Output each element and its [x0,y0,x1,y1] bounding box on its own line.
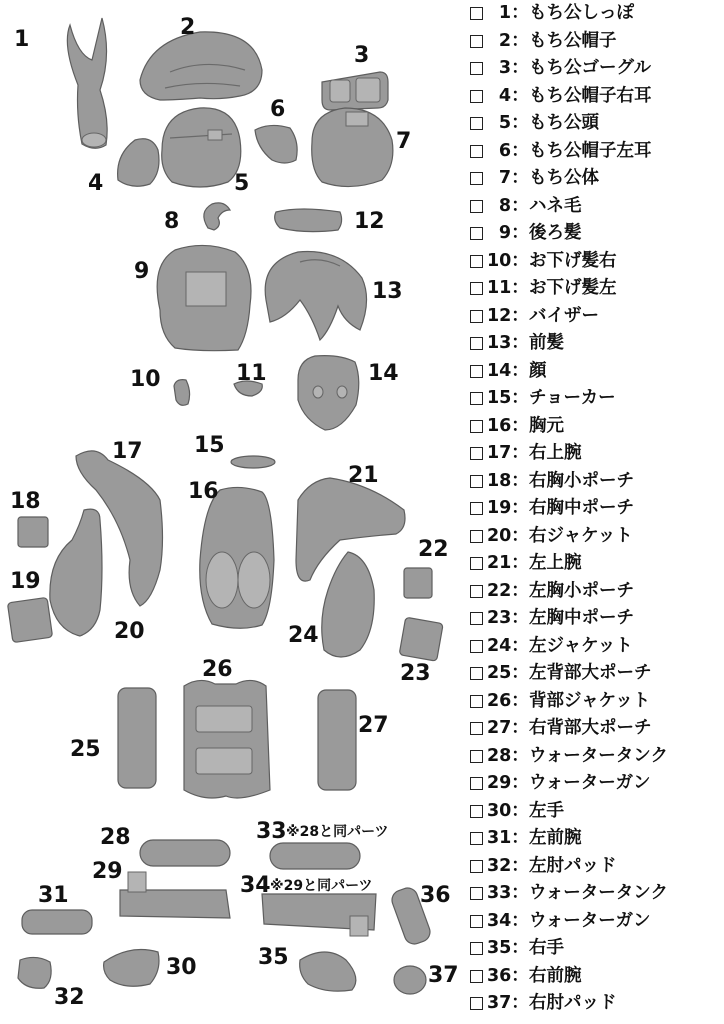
checkbox[interactable] [470,915,483,928]
part-number: 17 [487,443,512,463]
part-number: 22 [487,580,512,601]
callout-7: 7 [396,129,412,154]
part-number: 21 [487,553,512,573]
part-name: 前髪 [529,333,564,353]
checkbox[interactable] [470,667,483,680]
callout-20: 20 [114,619,145,644]
checkbox[interactable] [470,997,483,1010]
part-15-choker-shape [231,456,275,468]
callout-23: 23 [400,661,431,686]
checklist-item[interactable] [470,605,724,633]
callout-15: 15 [194,433,225,458]
part-26-back-jacket-shape [184,680,270,798]
part-number: 12 [487,305,512,326]
checkbox[interactable] [470,172,483,185]
part-2-hat-shape [140,32,262,100]
checklist-item[interactable] [470,303,724,331]
part-number: 4 [498,85,511,106]
part-name: 顔 [529,360,547,381]
part-number: 16 [487,415,512,436]
part-number: 9 [498,223,511,243]
part-name: バイザー [529,305,599,326]
callout-32: 32 [54,985,85,1010]
callout-16: 16 [188,479,219,504]
checklist-item[interactable] [470,138,724,166]
part-9-back-hair-shape [157,245,251,350]
checklist-item[interactable] [470,468,724,496]
checklist-item[interactable] [470,110,724,138]
separator: ： [511,250,529,271]
checkbox[interactable] [470,750,483,763]
separator: ： [511,85,529,106]
part-name: ウォーターガン [529,910,651,931]
part-12-visor-shape [275,209,342,232]
callout-5: 5 [234,171,250,196]
part-name: お下げ髪右 [529,250,617,271]
part-18-right-chest-small-pouch-shape [18,517,48,547]
checklist-item[interactable] [470,660,724,688]
separator: ： [511,938,529,958]
checklist-item[interactable] [470,83,724,111]
part-27-right-back-pouch-shape [318,690,356,790]
part-number: 32 [487,855,512,876]
part-number: 36 [487,965,512,986]
checklist-item[interactable] [470,440,724,468]
part-name: チョーカー [529,388,616,408]
part-8-ahoge-shape [204,203,230,230]
part-number: 2 [498,30,511,51]
callout-21: 21 [348,463,379,488]
separator: ： [511,360,529,381]
separator: ： [511,883,529,903]
checkbox[interactable] [470,365,483,378]
part-number: 37 [487,993,512,1013]
part-name: お下げ髪左 [529,278,617,298]
checklist-item[interactable] [470,413,724,441]
checkbox[interactable] [470,585,483,598]
part-name: 右上腕 [529,443,582,463]
checkbox[interactable] [470,612,483,625]
part-3-goggle-shape [322,72,388,110]
checkbox[interactable] [470,117,483,130]
part-name: 背部ジャケット [529,690,651,711]
callout-4: 4 [88,171,104,196]
part-name: もち公帽子 [529,30,617,51]
checklist-item[interactable] [470,963,724,991]
callout-30: 30 [166,955,197,980]
separator: ： [511,690,529,711]
part-name: 右胸小ポーチ [529,470,634,491]
checklist-item[interactable] [470,633,724,661]
checkbox[interactable] [470,255,483,268]
note-33-same-part: ※28と同パーツ [286,824,389,840]
checkbox[interactable] [470,887,483,900]
callout-14: 14 [368,361,399,386]
part-5-head-shape [162,108,241,187]
separator: ： [511,498,529,518]
part-number: 8 [498,195,511,216]
separator: ： [511,608,529,628]
separator: ： [511,113,529,133]
part-number: 1 [498,3,511,23]
part-6-hat-left-ear-shape [255,125,297,163]
checklist-item[interactable] [470,743,724,771]
checkbox[interactable] [470,502,483,515]
part-number: 33 [487,883,512,903]
callout-18: 18 [10,489,41,514]
part-number: 5 [498,113,511,133]
separator: ： [511,745,529,766]
part-name: 右ジャケット [529,525,633,546]
part-name: ハネ毛 [529,195,582,216]
callout-37: 37 [428,963,459,988]
callout-35: 35 [258,945,289,970]
checkbox[interactable] [470,310,483,323]
callout-9: 9 [134,259,150,284]
part-number: 3 [498,58,511,78]
part-number: 34 [487,910,512,931]
part-14-face-shape [298,356,359,430]
part-name: ウォーターガン [529,773,651,793]
checklist-item[interactable] [470,330,724,358]
checklist-item[interactable] [470,853,724,881]
part-number: 24 [487,635,512,656]
part-33-water-tank-shape [270,843,360,869]
part-name: 左背部大ポーチ [529,663,652,683]
callout-24: 24 [288,623,319,648]
checkbox[interactable] [470,832,483,845]
checklist-item[interactable] [470,193,724,221]
separator: ： [511,965,529,986]
part-30-left-hand-shape [104,950,159,987]
checklist-item[interactable] [470,165,724,193]
part-number: 18 [487,470,512,491]
callout-2: 2 [180,15,196,40]
parts-checklist [470,0,724,1018]
part-number: 15 [487,388,512,408]
callout-31: 31 [38,883,69,908]
part-20-right-jacket-shape [50,509,102,636]
callout-1: 1 [14,27,30,52]
part-name: もち公しっぽ [529,3,634,23]
checkbox[interactable] [470,722,483,735]
callout-28: 28 [100,825,131,850]
checkbox[interactable] [470,392,483,405]
part-name: 右手 [529,938,564,958]
part-number: 30 [487,800,512,821]
callout-36: 36 [420,883,451,908]
checkbox[interactable] [470,7,483,20]
part-16-chest-shape [200,487,274,628]
part-name: 左胸中ポーチ [529,608,634,628]
part-name: 左胸小ポーチ [529,580,634,601]
callout-22: 22 [418,537,449,562]
part-name: 右背部大ポーチ [529,718,652,738]
separator: ： [511,828,529,848]
checklist-item[interactable] [470,715,724,743]
checklist-item[interactable] [470,798,724,826]
part-name: もち公頭 [529,113,599,133]
part-34-water-gun-shape [262,894,376,936]
part-4-hat-right-ear-shape [118,139,159,187]
part-32-left-elbow-pad-shape [18,957,51,988]
checkbox[interactable] [470,145,483,158]
part-name: 胸元 [529,415,564,436]
checklist-item[interactable] [470,908,724,936]
checklist-item[interactable] [470,28,724,56]
separator: ： [511,553,529,573]
checkbox[interactable] [470,942,483,955]
checkbox[interactable] [470,90,483,103]
part-name: ウォータータンク [529,745,668,766]
part-number: 13 [487,333,512,353]
part-name: 後ろ髪 [529,223,582,243]
checkbox[interactable] [470,970,483,983]
part-35-right-hand-shape [300,952,356,991]
separator: ： [511,443,529,463]
part-number: 35 [487,938,512,958]
separator: ： [511,58,529,78]
separator: ： [511,223,529,243]
part-name: もち公帽子右耳 [529,85,652,106]
separator: ： [511,910,529,931]
part-10-braid-right-shape [174,380,190,406]
part-7-body-shape [312,108,393,187]
checkbox[interactable] [470,640,483,653]
checklist-item[interactable] [470,990,724,1018]
checklist-item[interactable] [470,385,724,413]
checklist-item[interactable] [470,770,724,798]
part-number: 14 [487,360,512,381]
part-number: 25 [487,663,512,683]
checklist-item[interactable] [470,220,724,248]
checkbox[interactable] [470,475,483,488]
separator: ： [511,718,529,738]
checkbox[interactable] [470,282,483,295]
separator: ： [511,333,529,353]
checkbox[interactable] [470,200,483,213]
checklist-item[interactable] [470,578,724,606]
part-29-water-gun-shape [120,872,230,918]
checklist-item[interactable] [470,55,724,83]
note-34-same-part: ※29と同パーツ [270,878,373,894]
checklist-item[interactable] [470,358,724,386]
callout-10: 10 [130,367,161,392]
checkbox[interactable] [470,337,483,350]
part-19-right-chest-mid-pouch-shape [7,597,52,642]
part-31-left-forearm-shape [22,910,92,934]
separator: ： [511,30,529,51]
callout-33: 33 [256,819,287,844]
checklist-item[interactable] [470,495,724,523]
checklist-item[interactable] [470,935,724,963]
separator: ： [511,993,529,1013]
separator: ： [511,305,529,326]
checkbox[interactable] [470,777,483,790]
separator: ： [511,278,529,298]
checkbox[interactable] [470,530,483,543]
callout-11: 11 [236,361,267,386]
checkbox[interactable] [470,227,483,240]
separator: ： [511,580,529,601]
separator: ： [511,415,529,436]
part-23-left-chest-mid-pouch-shape [399,617,443,661]
separator: ： [511,3,529,23]
part-number: 28 [487,745,512,766]
part-name: 右前腕 [529,965,582,986]
callout-25: 25 [70,737,101,762]
part-name: 左ジャケット [529,635,633,656]
part-number: 27 [487,718,512,738]
part-name: 左前腕 [529,828,582,848]
checklist-item[interactable] [470,248,724,276]
part-name: 左手 [529,800,564,821]
part-name: ウォータータンク [529,883,668,903]
callout-26: 26 [202,657,233,682]
checkbox[interactable] [470,420,483,433]
part-name: もち公帽子左耳 [529,140,652,161]
callout-34: 34 [240,873,271,898]
checklist-item[interactable] [470,550,724,578]
part-number: 10 [487,250,512,271]
checklist-item[interactable] [470,880,724,908]
part-13-front-hair-shape [265,252,366,340]
checklist-item[interactable] [470,523,724,551]
part-number: 7 [498,168,511,188]
separator: ： [511,470,529,491]
separator: ： [511,195,529,216]
part-name: 左上腕 [529,553,582,573]
callout-3: 3 [354,43,370,68]
part-name: もち公体 [529,168,599,188]
part-name: 右肘パッド [529,993,617,1013]
checkbox[interactable] [470,860,483,873]
callout-6: 6 [270,97,286,122]
separator: ： [511,773,529,793]
checklist-item[interactable] [470,275,724,303]
part-number: 26 [487,690,512,711]
checkbox[interactable] [470,35,483,48]
separator: ： [511,388,529,408]
part-number: 19 [487,498,512,518]
callout-27: 27 [358,713,389,738]
part-number: 20 [487,525,512,546]
part-28-water-tank-shape [140,840,230,866]
part-number: 29 [487,773,512,793]
part-number: 31 [487,828,512,848]
callout-17: 17 [112,439,143,464]
checklist-item[interactable] [470,0,724,28]
callout-29: 29 [92,859,123,884]
checkbox[interactable] [470,447,483,460]
callout-8: 8 [164,209,180,234]
part-number: 11 [487,278,512,298]
separator: ： [511,855,529,876]
part-22-left-chest-small-pouch-shape [404,568,432,598]
part-name: もち公ゴーグル [529,58,651,78]
part-number: 6 [498,140,511,161]
separator: ： [511,140,529,161]
checkbox[interactable] [470,805,483,818]
checkbox[interactable] [470,62,483,75]
separator: ： [511,525,529,546]
checklist-item[interactable] [470,688,724,716]
separator: ： [511,663,529,683]
part-24-left-jacket-shape [322,552,374,657]
part-25-left-back-pouch-shape [118,688,156,788]
separator: ： [511,800,529,821]
checkbox[interactable] [470,557,483,570]
separator: ： [511,168,529,188]
part-1-tail-shape [67,18,107,148]
part-37-right-elbow-pad-shape [394,966,426,994]
checkbox[interactable] [470,695,483,708]
part-name: 右胸中ポーチ [529,498,634,518]
callout-12: 12 [354,209,385,234]
separator: ： [511,635,529,656]
part-name: 左肘パッド [529,855,617,876]
callout-13: 13 [372,279,403,304]
callout-19: 19 [10,569,41,594]
part-number: 23 [487,608,512,628]
checklist-item[interactable] [470,825,724,853]
